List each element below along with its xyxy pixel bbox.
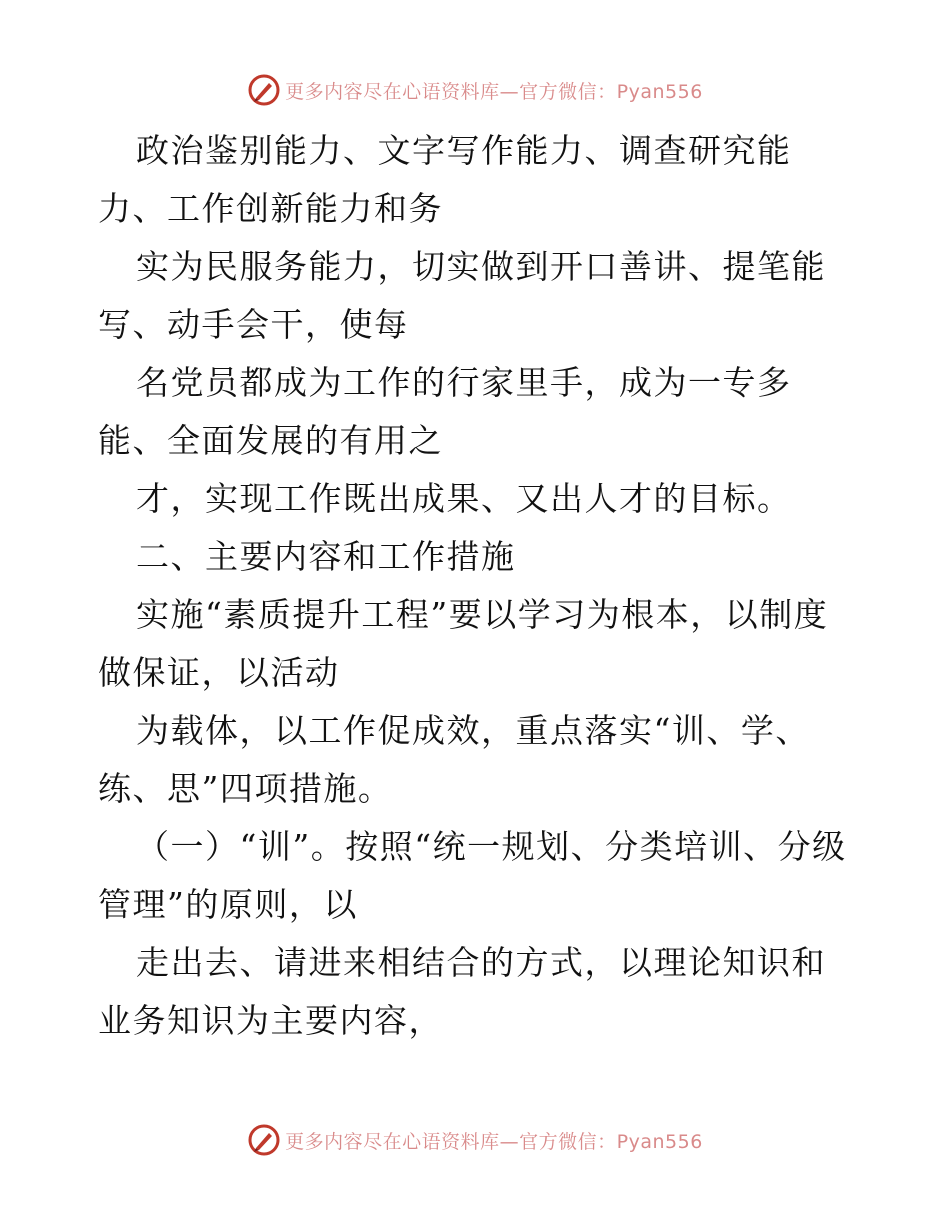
document-body <box>98 122 858 1050</box>
paragraph: 为载体，以工作促成效，重点落实“训、学、练、思”四项措施。 <box>98 711 810 808</box>
pen-circle-logo-icon <box>247 1123 281 1157</box>
paragraph: 政治鉴别能力、文字写作能力、调查研究能力、工作创新能力和务 <box>98 131 792 228</box>
paragraph: 走出去、请进来相结合的方式，以理论知识和业务知识为主要内容， <box>98 943 826 1040</box>
paragraph: 实为民服务能力，切实做到开口善讲、提笔能写、动手会干，使每 <box>98 247 826 344</box>
paragraph: 实施“素质提升工程”要以学习为根本，以制度做保证，以活动 <box>98 595 829 692</box>
watermark-text: 更多内容尽在心语资料库—官方微信：Pyan556 <box>285 1130 703 1153</box>
pen-circle-logo-icon <box>247 73 281 107</box>
footer-watermark <box>0 1120 950 1160</box>
paragraph: （一）“训”。按照“统一规划、分类培训、分级管理”的原则，以 <box>98 827 847 924</box>
watermark-text: 更多内容尽在心语资料库—官方微信：Pyan556 <box>285 80 703 103</box>
section-heading: 二、主要内容和工作措施 <box>136 537 516 576</box>
header-watermark <box>0 70 950 110</box>
paragraph: 名党员都成为工作的行家里手，成为一专多能、全面发展的有用之 <box>98 363 792 460</box>
paragraph: 才，实现工作既出成果、又出人才的目标。 <box>136 479 792 518</box>
